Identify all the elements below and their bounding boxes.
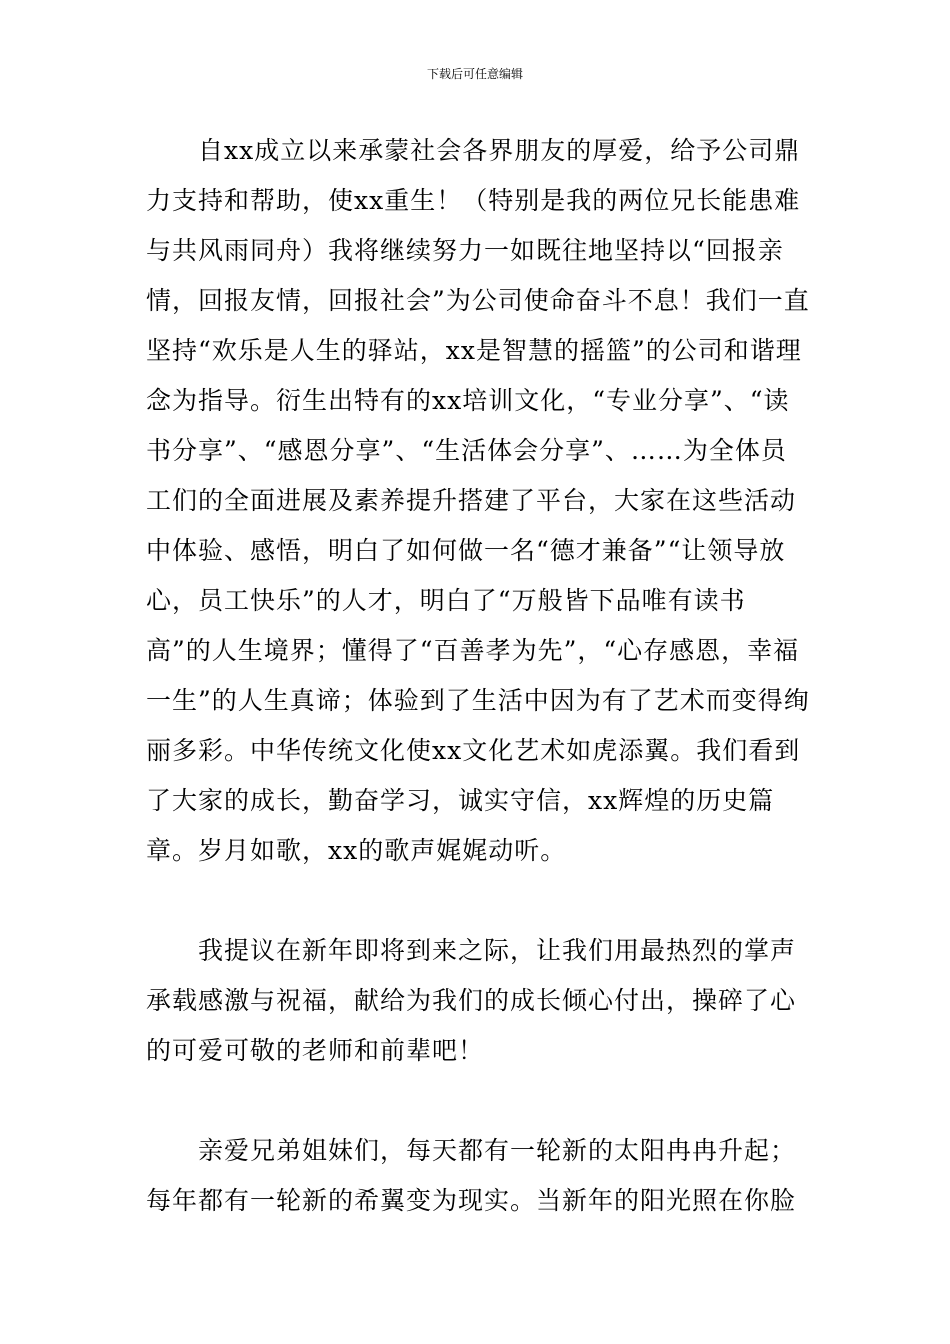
paragraph-toast-proposal: 我提议在新年即将到来之际，让我们用最热烈的掌声承载感激与祝福，献给为我们的成长倾心付出，操碎了心的可爱可敬的老师和前辈吧！ xyxy=(146,936,797,1065)
paragraph-company-history: 自xx成立以来承蒙社会各界朋友的厚爱，给予公司鼎力支持和帮助，使xx重生！（特别是我的两位兄长能患难与共风雨同舟）我将继续努力一如既往地坚持以“回报亲情，回报友情，回报社会”为公司使命奋斗不息！我们一直坚持“欢乐是人生的驿站，xx是智慧的摇篮”的公司和谐理念为指导。衍生出特有的xx培训文化，“专业分享”、“读书分享”、“感恩分享”、“生活体会分享”、……为全体员工们的全面进展及素养提升搭建了平台，大家在这些活动中体验、感悟，明白了如何做一名“德才兼备”“让领导放心，员工快乐”的人才，明白了“万般皆下品唯有读书高”的人生境界；懂得了“百善孝为先”，“心存感恩，幸福一生”的人生真谛；体验到了生活中因为有了艺术而变得绚丽多彩。中华传统文化使xx文化艺术如虎添翼。我们看到了大家的成长，勤奋学习，诚实守信，xx辉煌的历史篇章。岁月如歌，xx的歌声娓娓动听。 xyxy=(146,136,810,865)
page-header: 下载后可任意编辑 xyxy=(426,67,523,81)
document-body xyxy=(146,126,810,1226)
paragraph-new-year-wishes: 亲爱兄弟姐妹们，每天都有一轮新的太阳冉冉升起；每年都有一轮新的希翼变为现实。当新年的阳光照在你脸 xyxy=(146,1136,797,1215)
